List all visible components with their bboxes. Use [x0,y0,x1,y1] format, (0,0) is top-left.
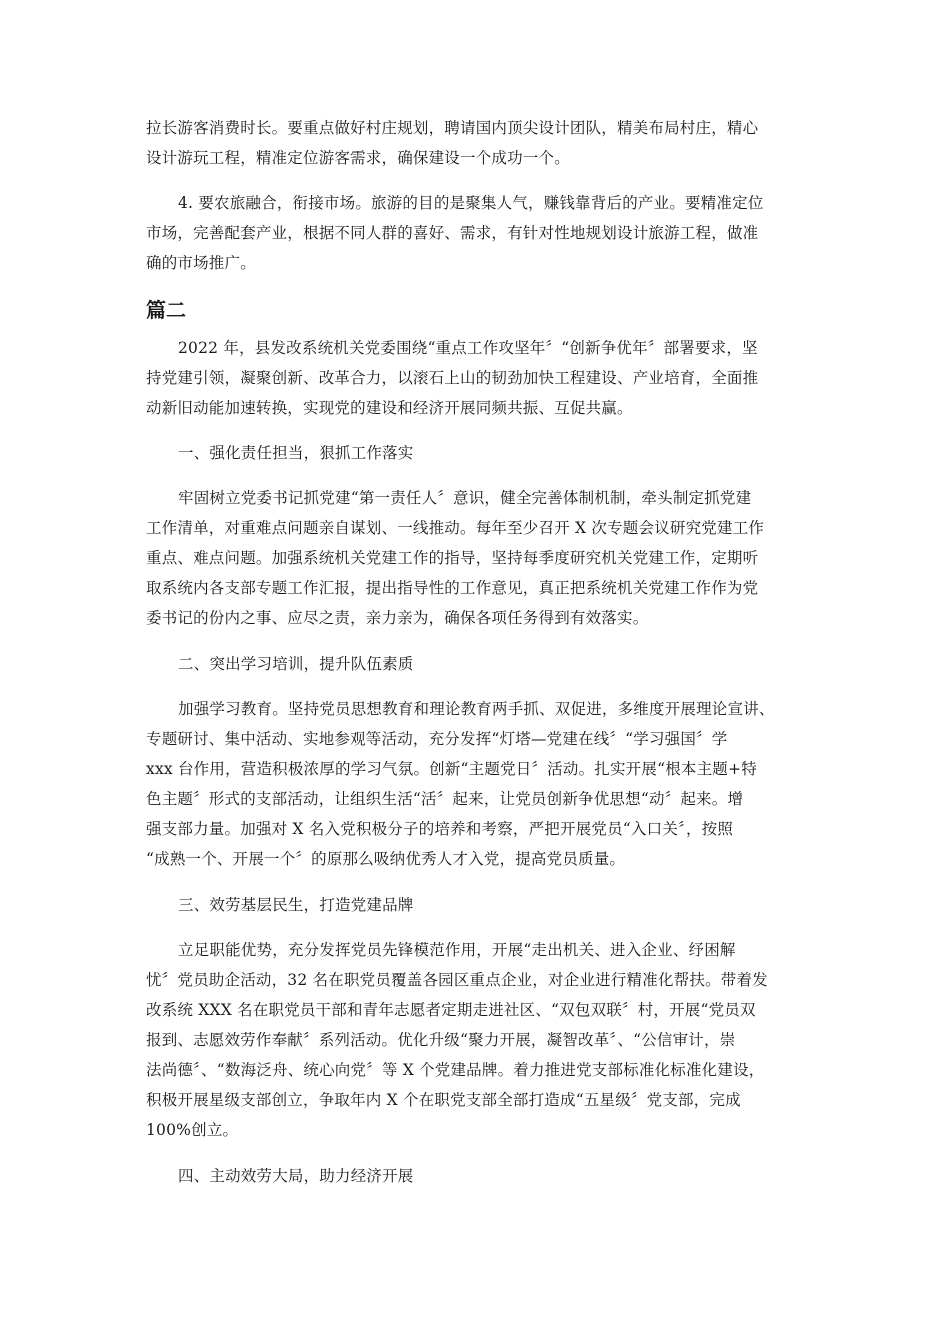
paragraph-line: 积极开展星级支部创立，争取年内 X 个在职党支部全部打造成“五星级〞党支部，完成 [146,1091,741,1109]
paragraph-line: 专题研讨、集中活动、实地参观等活动，充分发挥“灯塔—党建在线〞“学习强国〞学 [146,730,728,748]
paragraph-line: 立足职能优势，充分发挥党员先锋模范作用，开展“走出机关、进入企业、纾困解 [178,941,736,959]
paragraph-line: 取系统内各支部专题工作汇报，提出指导性的工作意见，真正把系统机关党建工作作为党 [146,579,759,597]
subsection-heading: 三、效劳基层民生，打造党建品牌 [178,896,414,914]
paragraph-line: 设计游玩工程，精准定位游客需求，确保建设一个成功一个。 [146,149,570,167]
paragraph-line: 工作清单，对重难点问题亲自谋划、一线推动。每年至少召开 X 次专题会议研究党建工作 [146,519,765,537]
paragraph-line: 改系统 XXX 名在职党员干部和青年志愿者定期走进社区、“双包双联〞村，开展“党员双 [146,1001,756,1019]
paragraph-line: 100%创立。 [146,1121,239,1139]
paragraph-line: 市场，完善配套产业，根据不同人群的喜好、需求，有针对性地规划设计旅游工程，做准 [146,224,759,242]
paragraph-line: 色主题〞形式的支部活动，让组织生活“活〞起来，让党员创新争优思想“动〞起来。增 [146,790,744,808]
paragraph-line: 确的市场推广。 [146,254,256,272]
paragraph-line: 委书记的份内之事、应尽之责，亲力亲为，确保各项任务得到有效落实。 [146,609,649,627]
paragraph-line: “成熟一个、开展一个〞的原那么吸纳优秀人才入党，提高党员质量。 [146,850,626,868]
paragraph-line: 拉长游客消费时长。要重点做好村庄规划，聘请国内顶尖设计团队，精美布局村庄，精心 [146,119,759,137]
section-title: 篇二 [146,298,186,322]
paragraph-line: 4. 要农旅融合，衔接市场。旅游的目的是聚集人气，赚钱靠背后的产业。要精准定位 [178,194,764,212]
paragraph-line: 持党建引领，凝聚创新、改革合力，以滚石上山的韧劲加快工程建设、产业培育，全面推 [146,369,759,387]
subsection-heading: 二、突出学习培训，提升队伍素质 [178,655,414,673]
paragraph-line: 重点、难点问题。加强系统机关党建工作的指导，坚持每季度研究机关党建工作，定期听 [146,549,759,567]
paragraph-line: xxx 台作用，营造积极浓厚的学习气氛。创新“主题党日〞活动。扎实开展“根本主题+特 [146,760,757,778]
paragraph-line: 报到、志愿效劳作奉献〞系列活动。优化升级“聚力开展，凝智改革〞、“公信审计，崇 [146,1031,736,1049]
subsection-heading: 一、强化责任担当，狠抓工作落实 [178,444,414,462]
paragraph-line: 法尚德〞、“数海泛舟、统心向党〞等 X 个党建品牌。着力推进党支部标准化标准化建设， [146,1061,765,1079]
paragraph-line: 加强学习教育。坚持党员思想教育和理论教育两手抓、双促进，多维度开展理论宣讲、 [178,700,775,718]
paragraph-line: 动新旧动能加速转换，实现党的建设和经济开展同频共振、互促共赢。 [146,399,633,417]
paragraph-line: 忧〞党员助企活动，32 名在职党员覆盖各园区重点企业，对企业进行精准化帮扶。带着发 [146,971,768,989]
paragraph-line: 强支部力量。加强对 X 名入党积极分子的培养和考察，严把开展党员“入口关〞，按照 [146,820,734,838]
paragraph-line: 牢固树立党委书记抓党建“第一责任人〞意识，健全完善体制机制，牵头制定抓党建 [178,489,752,507]
paragraph-line: 2022 年，县发改系统机关党委围绕“重点工作攻坚年〞“创新争优年〞部署要求，坚 [178,339,758,357]
subsection-heading: 四、主动效劳大局，助力经济开展 [178,1167,414,1185]
